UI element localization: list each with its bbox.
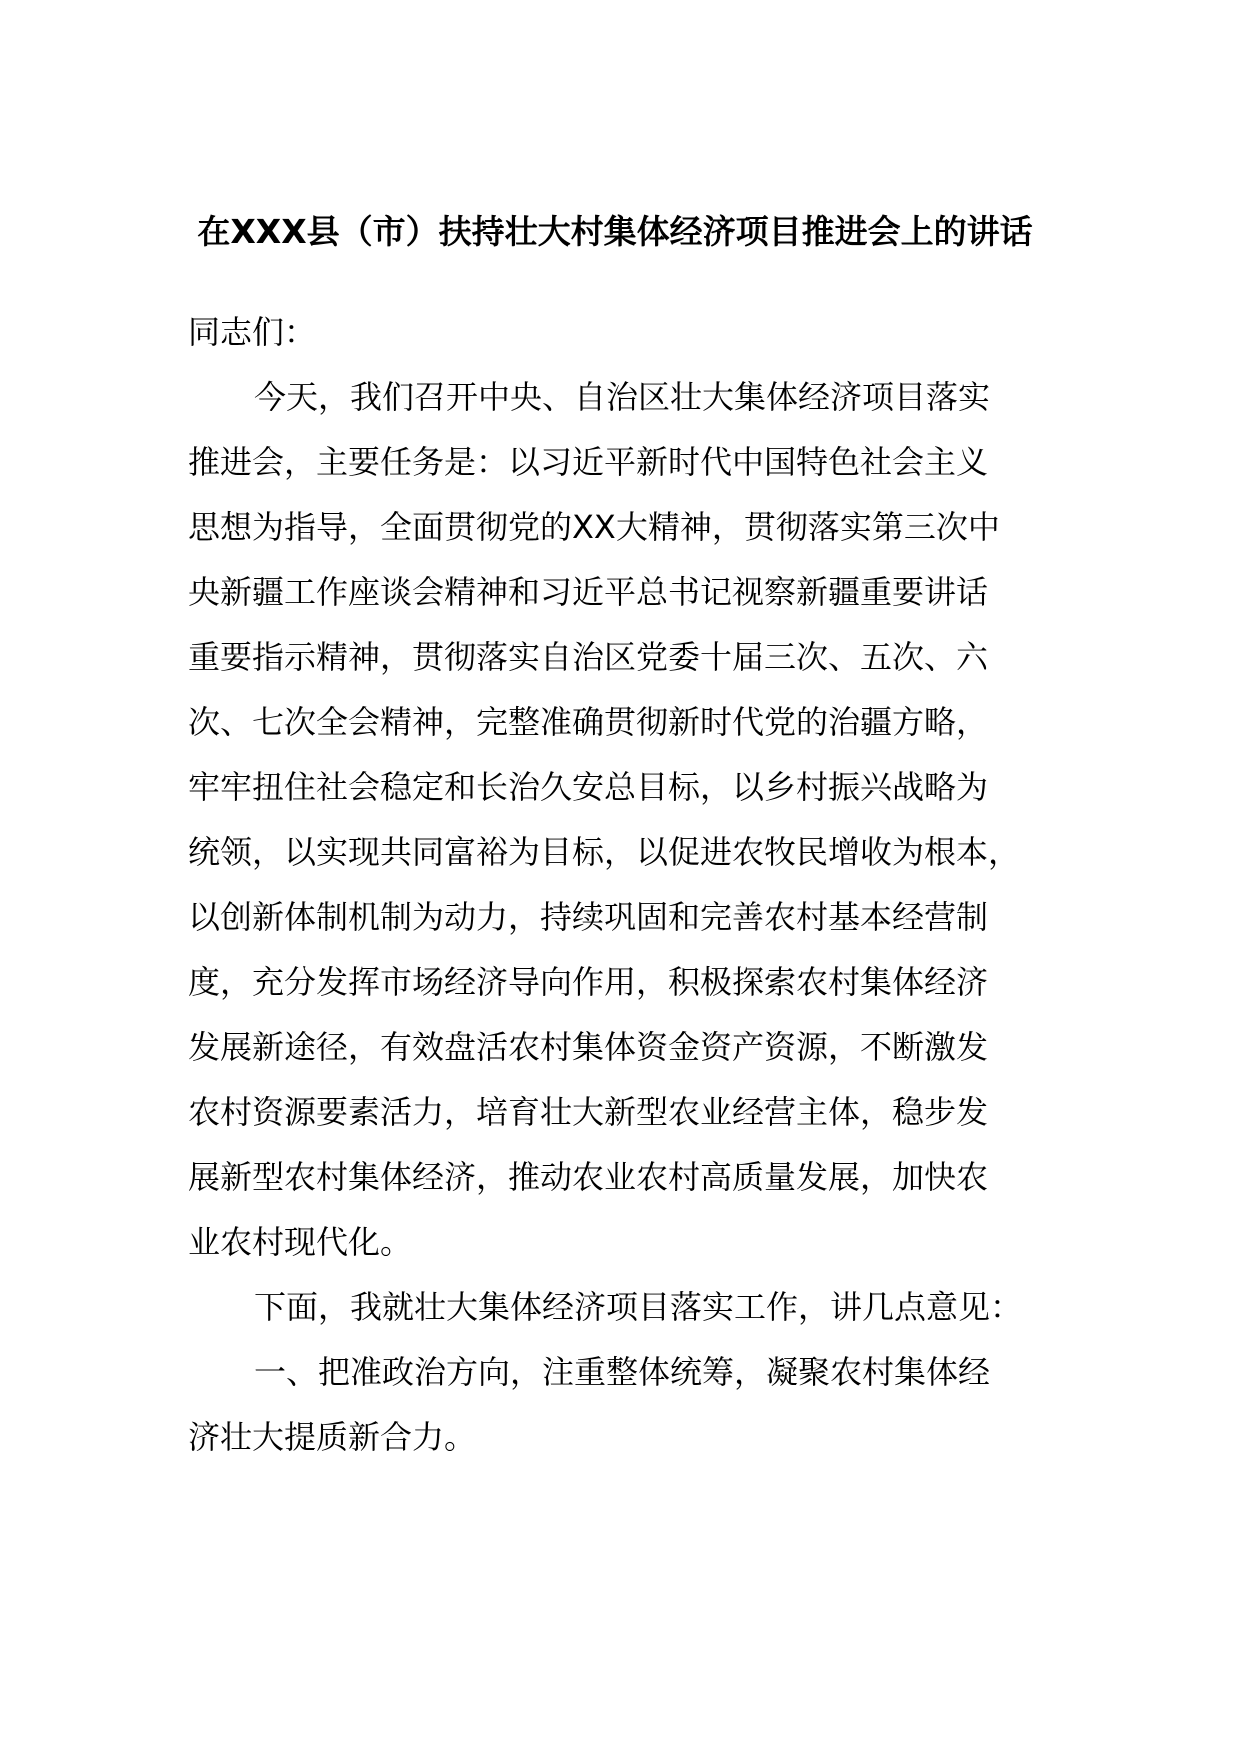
paragraph-line: 统领，以实现共同富裕为目标，以促进农牧民增收为根本， [188,833,1021,871]
paragraph-line: 发展新途径，有效盘活农村集体资金资产资源，不断激发 [188,1028,989,1066]
paragraph-line: 展新型农村集体经济，推动农业农村高质量发展，加快农 [188,1158,989,1196]
section-heading-line: 一、把准政治方向，注重整体统筹，凝聚农村集体经 [254,1353,991,1391]
paragraph-line: 央新疆工作座谈会精神和习近平总书记视察新疆重要讲话 [188,573,989,611]
section-heading-line: 济壮大提质新合力。 [188,1418,477,1456]
paragraph-line: 下面，我就壮大集体经济项目落实工作，讲几点意见： [254,1288,1023,1326]
paragraph-line: 农村资源要素活力，培育壮大新型农业经营主体，稳步发 [188,1093,989,1131]
paragraph-line: 业农村现代化。 [188,1223,413,1261]
paragraph-line: 推进会，主要任务是：以习近平新时代中国特色社会主义 [188,443,989,481]
document-body [188,300,1058,1470]
document-title: 在XXX县（市）扶持壮大村集体经济项目推进会上的讲话 [197,212,1033,251]
paragraph-line: 思想为指导，全面贯彻党的XX大精神，贯彻落实第三次中 [188,508,1000,546]
paragraph-line: 度，充分发挥市场经济导向作用，积极探索农村集体经济 [188,963,989,1001]
paragraph-line: 以创新体制机制为动力，持续巩固和完善农村基本经营制 [188,898,989,936]
paragraph-line: 重要指示精神，贯彻落实自治区党委十届三次、五次、六 [188,638,989,676]
salutation: 同志们： [188,313,317,351]
paragraph-line: 次、七次全会精神，完整准确贯彻新时代党的治疆方略， [188,703,989,741]
paragraph-line: 今天，我们召开中央、自治区壮大集体经济项目落实 [254,378,991,416]
paragraph-line: 牢牢扭住社会稳定和长治久安总目标，以乡村振兴战略为 [188,768,989,806]
